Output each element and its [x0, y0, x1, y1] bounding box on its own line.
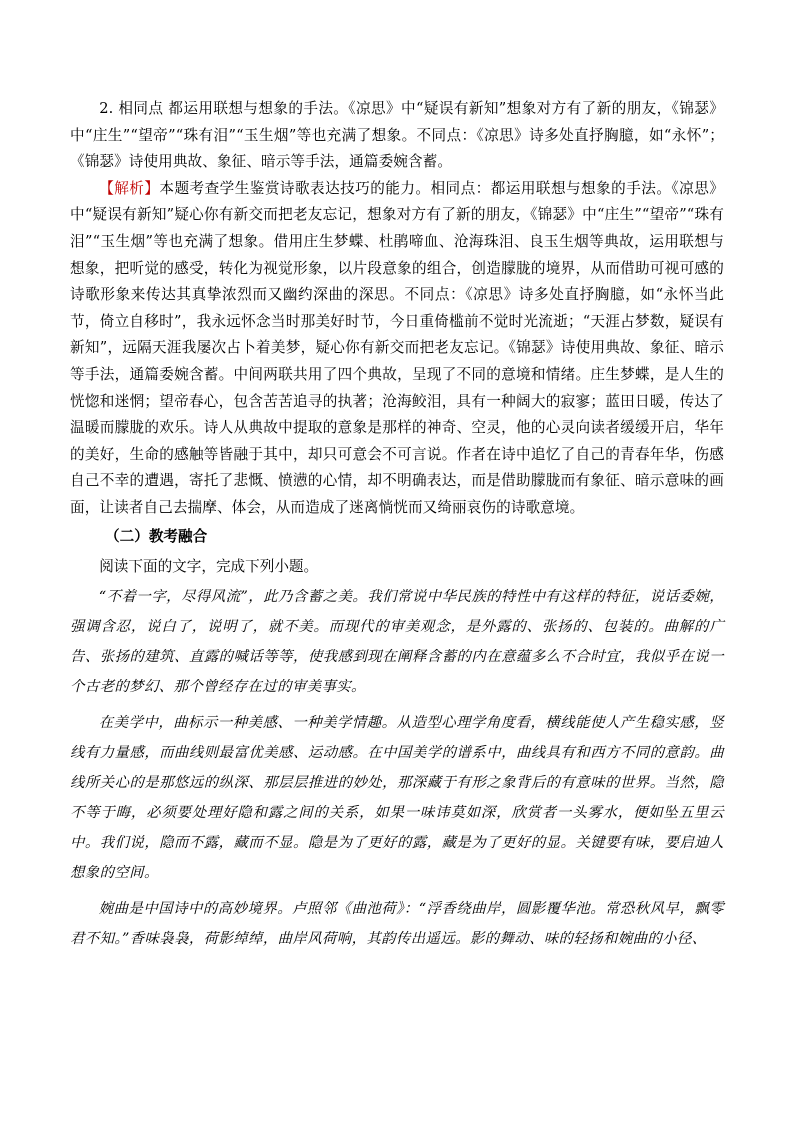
answer-paragraph: 2. 相同点 都运用联想与想象的手法。《凉思》中“疑误有新知”想象对方有了新的朋友，《锦瑟》中“庄生”“望帝”“珠有泪”“玉生烟”等也充满了想象。不同点：《凉思》诗多处直抒胸臆，如“永怀”；《锦瑟》诗使用典故、象征、暗示等手法，通篇委婉含蓄。: [70, 100, 724, 171]
page-content: [70, 96, 724, 954]
reading-paragraph-2: 在美学中，曲标示一种美感、一种美学情趣。从造型心理学角度看，横线能使人产生稳实感，竖线有力量感，而曲线则最富优美感、运动感。在中国美学的谱系中，曲线具有和西方不同的意韵。曲线所关心的是那悠远的纵深、那层层推进的妙处，那深藏于有形之象背后的有意味的世界。当然，隐不等于晦，必须要处理好隐和露之间的关系，如果一味讳莫如深，欣赏者一头雾水，便如坠五里云中。我们说，隐而不露，藏而不显。隐是为了更好的露，藏是为了更好的显。关键要有味，要启迪人想象的空间。: [70, 714, 724, 881]
analysis-tag: 【解析】: [99, 179, 160, 197]
reading-paragraph-3: 婉曲是中国诗中的高妙境界。卢照邻《曲池荷》：“浮香绕曲岸，圆影覆华池。常恐秋风早，飘零君不知。”香味袅袅，荷影绰绰，曲岸风荷响，其韵传出遥远。影的舞动、味的轻扬和婉曲的小径、: [70, 900, 724, 947]
reading-instruction: 阅读下面的文字，完成下列小题。: [99, 557, 319, 575]
reading-paragraph-1: “不着一字，尽得风流”，此乃含蓄之美。我们常说中华民族的特性中有这样的特征，说话委婉，强调含忍，说白了，说明了，就不美。而现代的审美观念，是外露的、张扬的、包装的。曲解的广告、张扬的建筑、直露的喊话等等，使我感到现在阐释含蓄的内在意蕴多么不合时宜，我似乎在说一个古老的梦幻、那个曾经存在过的审美事实。: [70, 588, 724, 695]
analysis-paragraph: [70, 176, 724, 522]
section-heading: （二）教考融合: [105, 527, 208, 545]
analysis-text: 本题考查学生鉴赏诗歌表达技巧的能力。相同点：都运用联想与想象的手法。《凉思》中“疑误有新知”疑心你有新交而把老友忘记，想象对方有了新的朋友，《锦瑟》中“庄生”“望帝”“珠有泪”“玉生烟”等也充满了想象。借用庄生梦蝶、杜鹃啼血、沧海珠泪、良玉生烟等典故，运用联想与想象，把听觉的感受，转化为视觉形象，以片段意象的组合，创造朦胧的境界，从而借助可视可感的诗歌形象来传达其真挚浓烈而又幽约深曲的深思。不同点：《凉思》诗多处直抒胸臆，如“永怀当此节，倚立自移时”，我永远怀念当时那美好时节，今日重倚槛前不觉时光流逝；“天涯占梦数，疑误有新知”，远隔天涯我屡次占卜着美梦，疑心你有新交而把老友忘记。《锦瑟》诗使用典故、象征、暗示等手法，通篇委婉含蓄。中间两联共用了四个典故，呈现了不同的意境和情绪。庄生梦蝶，是人生的恍惚和迷惘；望帝春心，包含苦苦追寻的执著；沧海鲛泪，具有一种阔大的寂寥；蓝田日暖，传达了温暖而朦胧的欢乐。诗人从典故中提取的意象是那样的神奇、空灵，他的心灵向读者缓缓开启，华年的美好，生命的感触等皆融于其中，却只可意会不可言说。作者在诗中追忆了自己的青春年华，伤感自己不幸的遭遇，寄托了悲慨、愤懑的心情，却不明确表达，而是借助朦胧而有象征、暗示意味的画面，让读者自己去揣摩、体会，从而造成了迷离惝恍而又绮丽哀伤的诗歌意境。: [70, 179, 724, 516]
